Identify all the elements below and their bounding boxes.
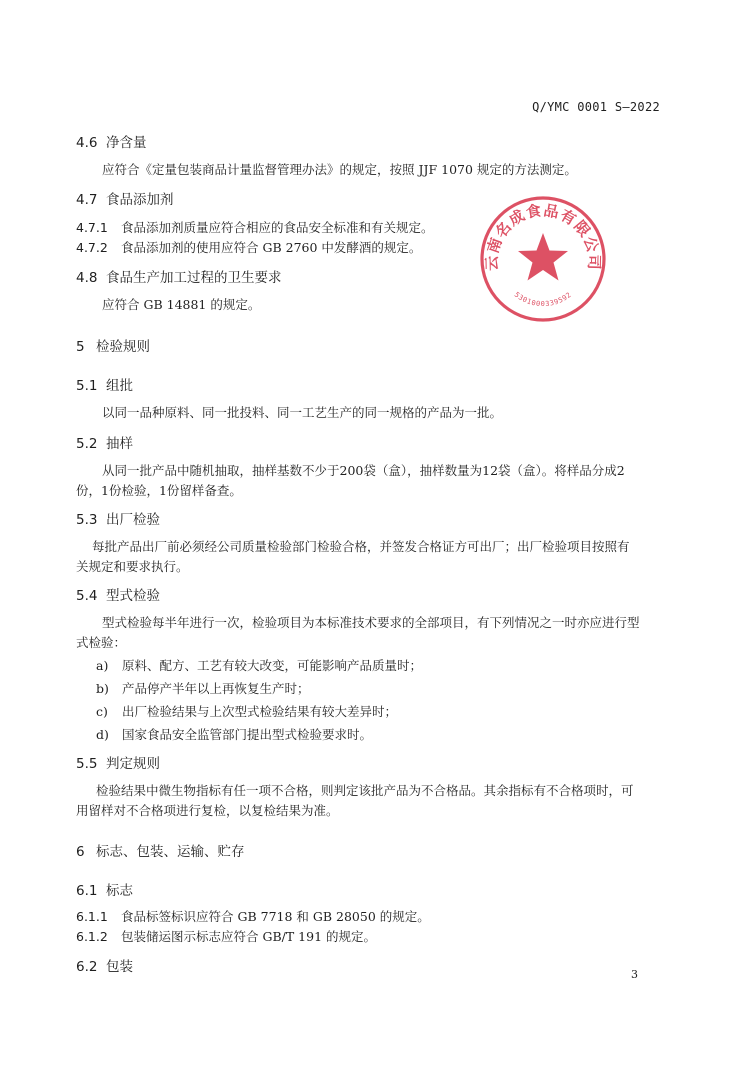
heading-4-8: 4.8 食品生产加工过程的卫生要求 bbox=[76, 270, 282, 286]
paragraph-5-4-line2: 式检验： bbox=[76, 635, 127, 650]
heading-6: 6 标志、包装、运输、贮存 bbox=[76, 844, 245, 860]
heading-6-2: 6.2 包装 bbox=[76, 959, 133, 975]
heading-4-7: 4.7 食品添加剂 bbox=[76, 192, 174, 208]
paragraph-5-3-line2: 关规定和要求执行。 bbox=[76, 559, 189, 574]
list-item-c: c) 出厂检验结果与上次型式检验结果有较大差异时； bbox=[96, 704, 398, 719]
paragraph-5-3-line1: 每批产品出厂前必须经公司质量检验部门检验合格，并签发合格证方可出厂；出厂检验项目按照有 bbox=[92, 539, 630, 554]
heading-5-3: 5.3 出厂检验 bbox=[76, 512, 160, 528]
heading-4-6: 4.6 净含量 bbox=[76, 135, 147, 151]
clause-4-7-2: 4.7.2 食品添加剂的使用应符合 GB 2760 中发酵酒的规定。 bbox=[76, 240, 422, 255]
list-item-b: b) 产品停产半年以上再恢复生产时； bbox=[96, 681, 310, 696]
heading-5-5: 5.5 判定规则 bbox=[76, 756, 160, 772]
paragraph-4-8: 应符合 GB 14881 的规定。 bbox=[102, 297, 261, 312]
paragraph-5-4-line1: 型式检验每半年进行一次，检验项目为本标准技术要求的全部项目，有下列情况之一时亦应进行型 bbox=[102, 615, 640, 630]
list-item-d: d) 国家食品安全监管部门提出型式检验要求时。 bbox=[96, 727, 373, 742]
page-number: 3 bbox=[631, 968, 638, 981]
company-seal bbox=[478, 194, 608, 324]
heading-5-2: 5.2 抽样 bbox=[76, 436, 133, 452]
standard-code: Q/YMC 0001 S—2022 bbox=[532, 100, 660, 114]
paragraph-5-1: 以同一品种原料、同一批投料、同一工艺生产的同一规格的产品为一批。 bbox=[102, 405, 503, 420]
paragraph-5-5-line2: 用留样对不合格项进行复检，以复检结果为准。 bbox=[76, 803, 339, 818]
clause-6-1-2: 6.1.2 包装储运图示标志应符合 GB/T 191 的规定。 bbox=[76, 929, 376, 944]
heading-5-1: 5.1 组批 bbox=[76, 378, 133, 394]
heading-5: 5 检验规则 bbox=[76, 339, 150, 355]
clause-6-1-1: 6.1.1 食品标签标识应符合 GB 7718 和 GB 28050 的规定。 bbox=[76, 909, 430, 924]
seal-number: 5301000339592 bbox=[512, 290, 574, 309]
paragraph-5-2-line2: 份，1份检验，1份留样备查。 bbox=[76, 483, 242, 498]
heading-5-4: 5.4 型式检验 bbox=[76, 588, 160, 604]
heading-6-1: 6.1 标志 bbox=[76, 883, 133, 899]
paragraph-4-6: 应符合《定量包装商品计量监督管理办法》的规定，按照 JJF 1070 规定的方法测定。 bbox=[102, 162, 577, 177]
clause-4-7-1: 4.7.1 食品添加剂质量应符合相应的食品安全标准和有关规定。 bbox=[76, 220, 434, 235]
paragraph-5-5-line1: 检验结果中微生物指标有任一项不合格，则判定该批产品为不合格品。其余指标有不合格项时，可 bbox=[96, 783, 634, 798]
paragraph-5-2-line1: 从同一批产品中随机抽取，抽样基数不少于200袋（盒），抽样数量为12袋（盒）。将样品分成2 bbox=[102, 463, 625, 478]
seal-company-name: 云南名成食品有限公司 bbox=[482, 201, 604, 271]
list-item-a: a) 原料、配方、工艺有较大改变，可能影响产品质量时； bbox=[96, 658, 423, 673]
seal-star-icon bbox=[518, 233, 568, 281]
